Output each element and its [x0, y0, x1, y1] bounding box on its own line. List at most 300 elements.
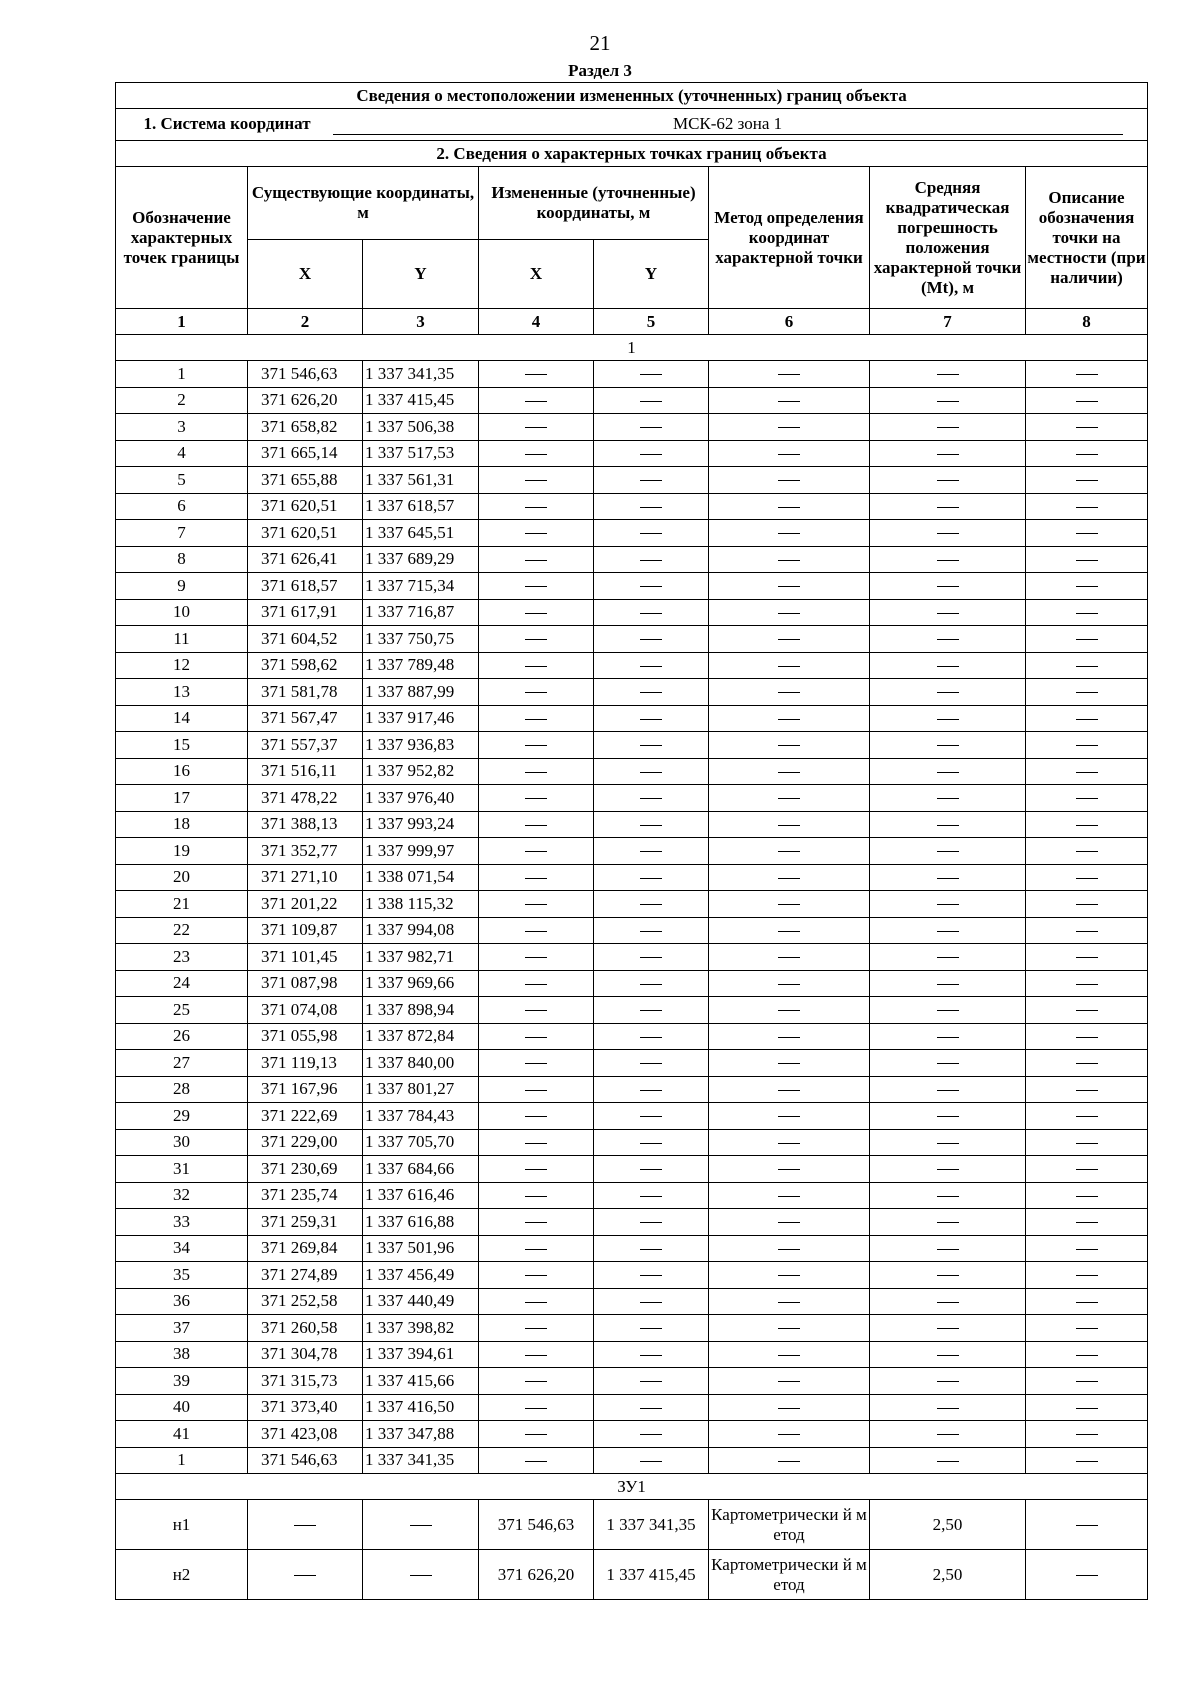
existing-y-value: 1 337 456,49: [363, 1262, 479, 1289]
empty-value-dash: [1026, 520, 1148, 547]
dash-mark: [640, 1196, 662, 1197]
table-row: [116, 1421, 1148, 1448]
empty-value-dash: [594, 1156, 709, 1183]
point-number: 19: [116, 838, 248, 865]
table-row: [116, 414, 1148, 441]
dash-mark: [937, 1090, 959, 1091]
dash-mark: [1076, 613, 1098, 614]
existing-x-value: 371 101,45: [248, 944, 363, 971]
empty-value-dash: [1026, 626, 1148, 653]
empty-value-dash: [870, 1103, 1026, 1130]
existing-x-value: 371 604,52: [248, 626, 363, 653]
empty-value-dash: [709, 944, 870, 971]
empty-value-dash: [870, 387, 1026, 414]
dash-mark: [640, 613, 662, 614]
table-row: [116, 1209, 1148, 1236]
dash-mark: [640, 851, 662, 852]
empty-value-dash: [594, 1315, 709, 1342]
empty-value-dash: [594, 467, 709, 494]
empty-value-dash: [709, 1394, 870, 1421]
point-number: 29: [116, 1103, 248, 1130]
dash-mark: [937, 560, 959, 561]
empty-value-dash: [479, 626, 594, 653]
empty-value-dash: [709, 493, 870, 520]
dash-mark: [640, 401, 662, 402]
dash-mark: [937, 586, 959, 587]
existing-x-value: 371 598,62: [248, 652, 363, 679]
table-row: [116, 970, 1148, 997]
empty-value-dash: [870, 1182, 1026, 1209]
table-row: [116, 626, 1148, 653]
dash-mark: [1076, 639, 1098, 640]
dash-mark: [778, 454, 800, 455]
empty-value-dash: [870, 1421, 1026, 1448]
dash-mark: [294, 1525, 316, 1526]
table-row: [116, 705, 1148, 732]
point-number: 26: [116, 1023, 248, 1050]
empty-value-dash: [870, 414, 1026, 441]
existing-x-value: 371 304,78: [248, 1341, 363, 1368]
point-number: 13: [116, 679, 248, 706]
dash-mark: [1076, 904, 1098, 905]
existing-x-value: 371 259,31: [248, 1209, 363, 1236]
table-row: [116, 758, 1148, 785]
dash-mark: [778, 1249, 800, 1250]
existing-y-value: 1 337 784,43: [363, 1103, 479, 1130]
coord-system-row: [116, 109, 1148, 141]
empty-value-dash: [870, 626, 1026, 653]
existing-y-value: 1 337 994,08: [363, 917, 479, 944]
existing-x-value: 371 252,58: [248, 1288, 363, 1315]
table-row: [116, 1156, 1148, 1183]
empty-value-dash: [594, 732, 709, 759]
empty-value-dash: [594, 1129, 709, 1156]
existing-x-value: 371 478,22: [248, 785, 363, 812]
empty-value-dash: [1026, 1182, 1148, 1209]
dash-mark: [937, 1302, 959, 1303]
dash-mark: [1076, 1408, 1098, 1409]
empty-value-dash: [1026, 970, 1148, 997]
dash-mark: [1076, 1063, 1098, 1064]
point-number: 24: [116, 970, 248, 997]
empty-value-dash: [709, 414, 870, 441]
point-number: 40: [116, 1394, 248, 1421]
dash-mark: [778, 1116, 800, 1117]
group-label: 1: [116, 335, 1148, 361]
empty-value-dash: [594, 652, 709, 679]
dash-mark: [1076, 1328, 1098, 1329]
dash-mark: [525, 772, 547, 773]
empty-value-dash: [870, 1235, 1026, 1262]
dash-mark: [778, 772, 800, 773]
dash-mark: [937, 401, 959, 402]
empty-value-dash: [479, 1129, 594, 1156]
empty-value-dash: [709, 891, 870, 918]
empty-value-dash: [1026, 917, 1148, 944]
empty-value-dash: [709, 1182, 870, 1209]
point-number: 31: [116, 1156, 248, 1183]
dash-mark: [640, 1037, 662, 1038]
table-row: [116, 891, 1148, 918]
dash-mark: [778, 1169, 800, 1170]
table-row: [116, 1262, 1148, 1289]
dash-mark: [525, 719, 547, 720]
empty-value-dash: [870, 705, 1026, 732]
table-row: [116, 1550, 1148, 1600]
existing-x-value: 371 658,82: [248, 414, 363, 441]
empty-value-dash: [479, 1076, 594, 1103]
point-number: 16: [116, 758, 248, 785]
existing-x-value: 371 230,69: [248, 1156, 363, 1183]
mean-error-value: 2,50: [870, 1550, 1026, 1600]
empty-value-dash: [709, 785, 870, 812]
empty-value-dash: [870, 1050, 1026, 1077]
dash-mark: [1076, 692, 1098, 693]
existing-x-value: 371 373,40: [248, 1394, 363, 1421]
point-number: 25: [116, 997, 248, 1024]
empty-value-dash: [1026, 1447, 1148, 1474]
dash-mark: [525, 1434, 547, 1435]
empty-value-dash: [870, 546, 1026, 573]
header-point-designation: Обозначение характерных точек границы: [116, 167, 248, 309]
point-number: н2: [116, 1550, 248, 1600]
existing-x-value: 371 620,51: [248, 493, 363, 520]
existing-y-value: 1 337 416,50: [363, 1394, 479, 1421]
empty-value-dash: [709, 467, 870, 494]
existing-y-value: 1 337 789,48: [363, 652, 479, 679]
dash-mark: [1076, 560, 1098, 561]
point-number: 35: [116, 1262, 248, 1289]
empty-value-dash: [479, 785, 594, 812]
empty-value-dash: [870, 917, 1026, 944]
empty-value-dash: [709, 1421, 870, 1448]
dash-mark: [937, 957, 959, 958]
existing-x-value: 371 119,13: [248, 1050, 363, 1077]
dash-mark: [1076, 745, 1098, 746]
empty-value-dash: [594, 361, 709, 388]
dash-mark: [778, 613, 800, 614]
empty-value-dash: [594, 679, 709, 706]
empty-value-dash: [709, 387, 870, 414]
column-number: 5: [594, 309, 709, 335]
dash-mark: [778, 931, 800, 932]
empty-value-dash: [479, 520, 594, 547]
dash-mark: [778, 1063, 800, 1064]
empty-value-dash: [479, 414, 594, 441]
existing-y-value: 1 337 750,75: [363, 626, 479, 653]
empty-value-dash: [594, 1368, 709, 1395]
empty-value-dash: [870, 1315, 1026, 1342]
empty-value-dash: [1026, 785, 1148, 812]
dash-mark: [640, 666, 662, 667]
dash-mark: [778, 480, 800, 481]
dash-mark: [778, 1196, 800, 1197]
empty-value-dash: [1026, 758, 1148, 785]
existing-y-value: 1 337 440,49: [363, 1288, 479, 1315]
point-number: 4: [116, 440, 248, 467]
column-number: 7: [870, 309, 1026, 335]
empty-value-dash: [870, 997, 1026, 1024]
dash-mark: [640, 1143, 662, 1144]
existing-y-value: 1 337 394,61: [363, 1341, 479, 1368]
dash-mark: [1076, 1275, 1098, 1276]
table-row: [116, 599, 1148, 626]
point-number: 41: [116, 1421, 248, 1448]
boundary-points-table: [115, 82, 1148, 1600]
existing-x-value: 371 315,73: [248, 1368, 363, 1395]
empty-value-dash: [594, 1076, 709, 1103]
empty-value-dash: [870, 573, 1026, 600]
points-title-row: [116, 141, 1148, 167]
dash-mark: [640, 507, 662, 508]
table-row: [116, 1394, 1148, 1421]
dash-mark: [525, 1302, 547, 1303]
dash-mark: [778, 904, 800, 905]
empty-value-dash: [1026, 1050, 1148, 1077]
dash-mark: [1076, 533, 1098, 534]
empty-value-dash: [479, 864, 594, 891]
empty-value-dash: [1026, 891, 1148, 918]
dash-mark: [937, 904, 959, 905]
dash-mark: [778, 427, 800, 428]
dash-mark: [778, 401, 800, 402]
empty-value-dash: [1026, 1368, 1148, 1395]
header-existing-coords: Существующие координаты, м: [248, 167, 479, 240]
dash-mark: [525, 401, 547, 402]
coord-system-value: МСК-62 зона 1: [333, 114, 1123, 135]
empty-value-dash: [709, 1103, 870, 1130]
empty-value-dash: [709, 1235, 870, 1262]
empty-value-dash: [1026, 1341, 1148, 1368]
dash-mark: [525, 666, 547, 667]
dash-mark: [640, 1249, 662, 1250]
existing-x-value: 371 269,84: [248, 1235, 363, 1262]
table-row: [116, 440, 1148, 467]
empty-value-dash: [870, 467, 1026, 494]
dash-mark: [525, 1355, 547, 1356]
existing-x-value: 371 167,96: [248, 1076, 363, 1103]
dash-mark: [937, 1408, 959, 1409]
existing-x-value: 371 271,10: [248, 864, 363, 891]
empty-value-dash: [870, 758, 1026, 785]
empty-value-dash: [709, 573, 870, 600]
existing-x-value: 371 516,11: [248, 758, 363, 785]
table-row: [116, 997, 1148, 1024]
existing-x-value: 371 074,08: [248, 997, 363, 1024]
empty-value-dash: [479, 599, 594, 626]
empty-value-dash: [1026, 573, 1148, 600]
empty-value-dash: [709, 758, 870, 785]
dash-mark: [937, 374, 959, 375]
empty-value-dash: [870, 1209, 1026, 1236]
existing-x-value: 371 618,57: [248, 573, 363, 600]
empty-value-dash: [1026, 1235, 1148, 1262]
dash-mark: [937, 878, 959, 879]
dash-mark: [525, 957, 547, 958]
table-title: Сведения о местоположении измененных (уточненных) границ объекта: [116, 83, 1148, 109]
dash-mark: [1076, 1196, 1098, 1197]
empty-value-dash: [709, 838, 870, 865]
dash-mark: [640, 1169, 662, 1170]
empty-value-dash: [1026, 864, 1148, 891]
existing-y-value: 1 338 115,32: [363, 891, 479, 918]
empty-value-dash: [1026, 467, 1148, 494]
dash-mark: [1076, 798, 1098, 799]
dash-mark: [1076, 825, 1098, 826]
existing-x-value: 371 222,69: [248, 1103, 363, 1130]
dash-mark: [1076, 1355, 1098, 1356]
empty-value-dash: [594, 811, 709, 838]
point-number: 23: [116, 944, 248, 971]
points-title: 2. Сведения о характерных точках границ объекта: [116, 141, 1148, 167]
dash-mark: [1076, 1575, 1098, 1576]
dash-mark: [937, 613, 959, 614]
empty-value-dash: [479, 1394, 594, 1421]
existing-y-value: 1 337 517,53: [363, 440, 479, 467]
dash-mark: [640, 1381, 662, 1382]
empty-value-dash: [709, 1050, 870, 1077]
header-description: Описание обозначения точки на местности (при наличии): [1026, 167, 1148, 309]
empty-value-dash: [479, 944, 594, 971]
empty-value-dash: [594, 1262, 709, 1289]
dash-mark: [1076, 507, 1098, 508]
dash-mark: [640, 984, 662, 985]
point-number: 7: [116, 520, 248, 547]
empty-value-dash: [709, 626, 870, 653]
empty-value-dash: [709, 811, 870, 838]
existing-y-value: 1 337 341,35: [363, 361, 479, 388]
dash-mark: [937, 1063, 959, 1064]
dash-mark: [778, 1408, 800, 1409]
empty-value-dash: [1026, 679, 1148, 706]
header-row-1: [116, 167, 1148, 240]
empty-value-dash: [709, 1315, 870, 1342]
empty-value-dash: [1026, 705, 1148, 732]
dash-mark: [525, 1169, 547, 1170]
existing-x-value: 371 620,51: [248, 520, 363, 547]
dash-mark: [778, 507, 800, 508]
empty-value-dash: [479, 652, 594, 679]
table-row: [116, 1368, 1148, 1395]
empty-value-dash: [479, 917, 594, 944]
dash-mark: [525, 507, 547, 508]
empty-value-dash: [1026, 1023, 1148, 1050]
dash-mark: [1076, 1434, 1098, 1435]
empty-value-dash: [594, 1288, 709, 1315]
dash-mark: [525, 1461, 547, 1462]
empty-value-dash: [709, 546, 870, 573]
table-row: [116, 679, 1148, 706]
dash-mark: [1076, 480, 1098, 481]
empty-value-dash: [709, 1341, 870, 1368]
point-number: 33: [116, 1209, 248, 1236]
existing-y-value: 1 337 645,51: [363, 520, 479, 547]
existing-y-value: 1 337 618,57: [363, 493, 479, 520]
dash-mark: [778, 851, 800, 852]
existing-x-value: 371 423,08: [248, 1421, 363, 1448]
dash-mark: [294, 1575, 316, 1576]
mean-error-value: 2,50: [870, 1500, 1026, 1550]
empty-value-dash: [594, 1023, 709, 1050]
table-row: [116, 493, 1148, 520]
dash-mark: [525, 931, 547, 932]
dash-mark: [640, 904, 662, 905]
dash-mark: [640, 1275, 662, 1276]
dash-mark: [640, 427, 662, 428]
empty-value-dash: [594, 864, 709, 891]
empty-value-dash: [870, 1341, 1026, 1368]
empty-value-dash: [870, 970, 1026, 997]
empty-value-dash: [709, 1076, 870, 1103]
empty-value-dash: [1026, 599, 1148, 626]
changed-x-value: 371 546,63: [479, 1500, 594, 1550]
method-value: Картометрически й метод: [709, 1550, 870, 1600]
dash-mark: [525, 1381, 547, 1382]
empty-value-dash: [594, 1103, 709, 1130]
table-row: [116, 1050, 1148, 1077]
point-number: 36: [116, 1288, 248, 1315]
dash-mark: [525, 454, 547, 455]
existing-y-value: 1 337 398,82: [363, 1315, 479, 1342]
dash-mark: [1076, 984, 1098, 985]
dash-mark: [525, 904, 547, 905]
empty-value-dash: [870, 811, 1026, 838]
dash-mark: [937, 851, 959, 852]
empty-value-dash: [1026, 811, 1148, 838]
header-existing-x: X: [248, 240, 363, 309]
empty-value-dash: [1026, 1262, 1148, 1289]
dash-mark: [778, 719, 800, 720]
existing-y-value: 1 337 936,83: [363, 732, 479, 759]
empty-value-dash: [709, 1447, 870, 1474]
empty-value-dash: [1026, 1550, 1148, 1600]
existing-y-value: 1 337 684,66: [363, 1156, 479, 1183]
dash-mark: [525, 374, 547, 375]
group-row-2: [116, 1474, 1148, 1500]
group-label: ЗУ1: [116, 1474, 1148, 1500]
existing-y-value: 1 337 705,70: [363, 1129, 479, 1156]
empty-value-dash: [709, 1368, 870, 1395]
empty-value-dash: [479, 573, 594, 600]
existing-y-value: 1 337 347,88: [363, 1421, 479, 1448]
point-number: 21: [116, 891, 248, 918]
empty-value-dash: [709, 1156, 870, 1183]
dash-mark: [525, 613, 547, 614]
dash-mark: [1076, 454, 1098, 455]
table-row: [116, 467, 1148, 494]
group-row-1: [116, 335, 1148, 361]
existing-y-value: 1 337 561,31: [363, 467, 479, 494]
empty-value-dash: [1026, 652, 1148, 679]
dash-mark: [1076, 1010, 1098, 1011]
empty-value-dash: [709, 361, 870, 388]
dash-mark: [778, 1275, 800, 1276]
empty-value-dash: [1026, 1500, 1148, 1550]
empty-value-dash: [1026, 414, 1148, 441]
empty-value-dash: [709, 599, 870, 626]
existing-y-value: 1 337 976,40: [363, 785, 479, 812]
empty-value-dash: [594, 440, 709, 467]
dash-mark: [525, 1408, 547, 1409]
empty-value-dash: [479, 467, 594, 494]
empty-value-dash: [594, 387, 709, 414]
existing-x-value: 371 201,22: [248, 891, 363, 918]
empty-value-dash: [709, 864, 870, 891]
column-number: 4: [479, 309, 594, 335]
existing-y-value: 1 337 341,35: [363, 1447, 479, 1474]
dash-mark: [778, 1328, 800, 1329]
empty-value-dash: [870, 1129, 1026, 1156]
